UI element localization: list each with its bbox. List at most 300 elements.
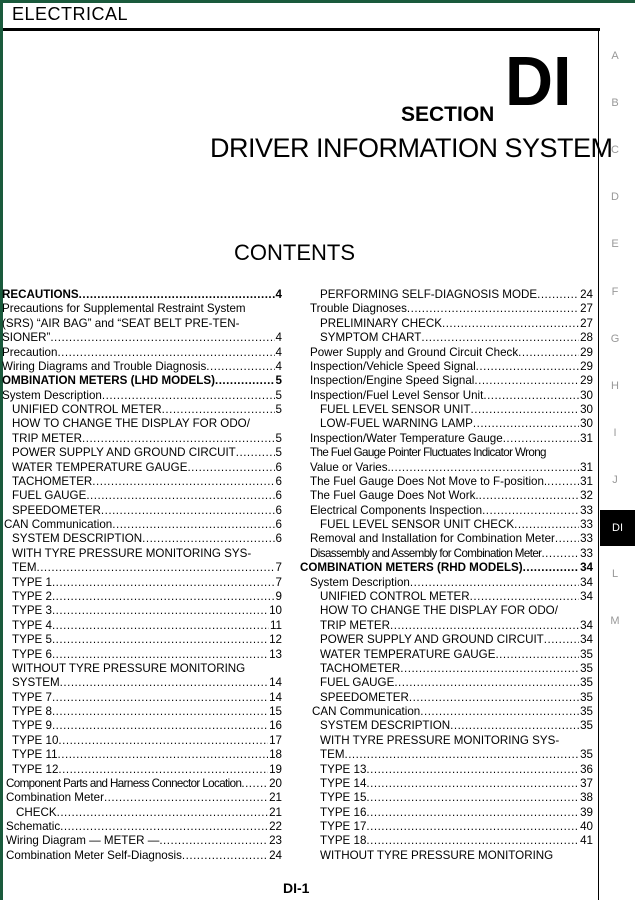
dot-leader bbox=[420, 705, 579, 719]
toc-entry-page: 35 bbox=[580, 676, 593, 690]
toc-entry[interactable] bbox=[320, 317, 593, 331]
dot-leader bbox=[483, 389, 579, 403]
dot-leader bbox=[471, 403, 580, 417]
toc-entry[interactable] bbox=[12, 504, 282, 518]
dot-leader bbox=[474, 374, 579, 388]
toc-entry[interactable] bbox=[310, 446, 593, 460]
toc-entry-title: System Description bbox=[310, 575, 410, 589]
toc-entry-page: 40 bbox=[580, 820, 593, 834]
dot-leader bbox=[470, 590, 579, 604]
left-border bbox=[0, 0, 3, 900]
toc-entry[interactable] bbox=[320, 748, 593, 762]
toc-entry-page: 33 bbox=[580, 518, 593, 532]
toc-entry-page: 24 bbox=[269, 848, 282, 862]
toc-entry[interactable] bbox=[310, 302, 593, 316]
toc-entry-title: Inspection/Vehicle Speed Signal bbox=[310, 359, 476, 373]
toc-entry-page: 29 bbox=[580, 359, 593, 373]
top-border bbox=[0, 0, 635, 3]
toc-entry-title: WITHOUT TYRE PRESSURE MONITORING bbox=[320, 848, 554, 862]
toc-entry-page: 24 bbox=[580, 288, 593, 301]
page-number: DI-1 bbox=[283, 880, 310, 896]
toc-entry-page: 18 bbox=[269, 748, 282, 762]
toc-entry-page: 15 bbox=[269, 705, 282, 719]
toc-entry[interactable] bbox=[12, 489, 282, 503]
toc-entry-title: Combination Meter bbox=[6, 791, 104, 805]
toc-entry[interactable] bbox=[2, 302, 282, 316]
toc-entry-title: Inspection/Engine Speed Signal bbox=[310, 374, 475, 388]
dot-leader bbox=[544, 633, 579, 647]
toc-entry[interactable] bbox=[12, 461, 282, 475]
toc-entry[interactable] bbox=[320, 820, 593, 834]
index-tab-c[interactable]: C bbox=[611, 144, 619, 157]
dot-leader bbox=[52, 576, 275, 590]
toc-entry-title: Component Parts and Harness Connector Location bbox=[6, 776, 242, 790]
dot-leader bbox=[366, 763, 579, 777]
toc-entry-title: Combination Meter Self-Diagnosis bbox=[6, 848, 182, 862]
toc-entry-title: TACHOMETER bbox=[320, 661, 401, 675]
toc-entry-title: SPEEDOMETER bbox=[12, 503, 101, 517]
toc-entry-title: PRELIMINARY CHECK bbox=[320, 316, 442, 330]
toc-entry-page: 6 bbox=[275, 518, 282, 532]
dot-leader bbox=[52, 648, 268, 662]
toc-entry-page: 14 bbox=[269, 676, 282, 690]
toc-entry[interactable] bbox=[2, 389, 282, 403]
toc-entry[interactable] bbox=[12, 403, 282, 417]
toc-entry[interactable] bbox=[320, 763, 593, 777]
toc-entry-title: TYPE 3 bbox=[12, 604, 52, 618]
toc-entry[interactable] bbox=[320, 834, 593, 848]
toc-entry-title: TYPE 13 bbox=[320, 762, 367, 776]
toc-entry-title: TEM bbox=[12, 561, 37, 575]
toc-entry-title: Inspection/Fuel Level Sensor Unit bbox=[310, 388, 484, 402]
dot-leader bbox=[410, 576, 579, 590]
toc-entry-page: 34 bbox=[580, 633, 593, 647]
toc-entry[interactable] bbox=[320, 777, 593, 791]
toc-entry-title: FUEL GAUGE bbox=[12, 489, 87, 503]
toc-entry-page: 30 bbox=[580, 417, 593, 431]
toc-entry[interactable] bbox=[12, 691, 282, 705]
toc-entry-title: Removal and Installation for Combination Meter bbox=[310, 532, 555, 546]
dot-leader bbox=[366, 777, 579, 791]
toc-entry-page: 36 bbox=[580, 762, 593, 776]
dot-leader bbox=[52, 604, 268, 618]
dot-leader bbox=[112, 518, 274, 532]
toc-entry[interactable] bbox=[6, 777, 282, 791]
toc-entry-page: 4 bbox=[275, 331, 282, 345]
toc-entry-page: 30 bbox=[580, 388, 593, 402]
toc-entry-page: 41 bbox=[580, 834, 593, 848]
toc-entry[interactable] bbox=[12, 734, 282, 748]
dot-leader bbox=[473, 417, 579, 431]
dot-leader bbox=[366, 791, 579, 805]
toc-entry[interactable] bbox=[6, 834, 282, 848]
toc-entry[interactable] bbox=[310, 576, 593, 590]
toc-entry[interactable] bbox=[2, 317, 282, 331]
toc-entry[interactable] bbox=[310, 532, 593, 546]
index-tab-j[interactable]: J bbox=[612, 473, 618, 486]
toc-entry-page: 35 bbox=[580, 719, 593, 733]
dot-leader bbox=[495, 648, 579, 662]
toc-entry-title: SPEEDOMETER bbox=[320, 690, 409, 704]
toc-entry-page: 6 bbox=[275, 503, 282, 517]
toc-entry[interactable] bbox=[320, 648, 593, 662]
index-tab-a[interactable]: A bbox=[611, 50, 619, 62]
dot-leader bbox=[182, 849, 268, 863]
toc-entry-page: 30 bbox=[580, 403, 593, 417]
dot-leader bbox=[58, 748, 269, 762]
toc-entry-title: UNIFIED CONTROL METER bbox=[12, 403, 162, 417]
toc-entry-title: TEM bbox=[320, 748, 345, 762]
toc-entry[interactable] bbox=[2, 360, 282, 374]
toc-entry-page: 34 bbox=[580, 618, 593, 632]
toc-entry[interactable] bbox=[312, 705, 593, 719]
toc-entry[interactable] bbox=[320, 849, 593, 863]
dot-leader bbox=[503, 432, 579, 446]
toc-entry-title: TRIP METER bbox=[320, 618, 390, 632]
toc-entry[interactable] bbox=[320, 331, 593, 345]
dot-leader bbox=[52, 633, 268, 647]
toc-entry-title: UNIFIED CONTROL METER bbox=[320, 589, 470, 603]
toc-entry-page: 35 bbox=[580, 705, 593, 719]
toc-entry-title: WATER TEMPERATURE GAUGE bbox=[12, 460, 188, 474]
dot-leader bbox=[101, 504, 275, 518]
dot-leader bbox=[400, 662, 579, 676]
dot-leader bbox=[241, 777, 268, 791]
dot-leader bbox=[52, 590, 275, 604]
toc-entry-title: SYSTEM DESCRIPTION bbox=[12, 532, 143, 546]
index-tab-b[interactable]: B bbox=[611, 97, 619, 110]
toc-entry-title: Precaution bbox=[2, 345, 58, 359]
dot-leader bbox=[159, 834, 268, 848]
toc-entry-title: TYPE 6 bbox=[12, 647, 52, 661]
index-tab-m[interactable]: M bbox=[610, 615, 620, 628]
toc-entry-title: TYPE 15 bbox=[320, 791, 367, 805]
toc-entry-title: TYPE 4 bbox=[12, 618, 52, 632]
toc-entry[interactable] bbox=[2, 331, 282, 345]
toc-entry[interactable] bbox=[12, 604, 282, 618]
toc-entry-page: 13 bbox=[269, 647, 282, 661]
dot-leader bbox=[344, 748, 579, 762]
toc-entry-title: System Description bbox=[2, 388, 102, 402]
index-tab-di[interactable]: DI bbox=[600, 510, 635, 546]
dot-leader bbox=[514, 518, 579, 532]
toc-entry[interactable] bbox=[12, 576, 282, 590]
toc-entry-title: SIONER” bbox=[2, 331, 51, 345]
toc-entry-title: RECAUTIONS bbox=[2, 288, 79, 301]
dot-leader bbox=[537, 288, 579, 302]
toc-entry-title: TYPE 7 bbox=[12, 690, 52, 704]
dot-leader bbox=[366, 806, 579, 820]
toc-entry-page: 27 bbox=[580, 316, 593, 330]
toc-entry[interactable] bbox=[300, 561, 593, 575]
toc-entry-page: 6 bbox=[275, 474, 282, 488]
toc-entry[interactable] bbox=[12, 417, 282, 431]
toc-entry-title: CAN Communication bbox=[4, 518, 113, 532]
toc-entry-page: 5 bbox=[275, 374, 282, 388]
header-title: ELECTRICAL bbox=[12, 4, 129, 24]
dot-leader bbox=[52, 619, 269, 633]
toc-entry[interactable] bbox=[320, 403, 593, 417]
toc-entry-title: TYPE 11 bbox=[12, 748, 58, 762]
toc-entry-page: 7 bbox=[275, 575, 282, 589]
toc-entry[interactable] bbox=[320, 633, 593, 647]
toc-entry[interactable] bbox=[12, 662, 282, 676]
toc-entry[interactable] bbox=[12, 748, 282, 762]
toc-entry-title: TYPE 12 bbox=[12, 762, 59, 776]
dot-leader bbox=[390, 619, 579, 633]
toc-entry[interactable] bbox=[2, 346, 282, 360]
toc-entry-page: 5 bbox=[275, 403, 282, 417]
toc-entry[interactable] bbox=[6, 820, 282, 834]
index-tab-h[interactable]: H bbox=[611, 379, 619, 392]
index-tab-d[interactable]: D bbox=[611, 191, 619, 204]
toc-entry-title: Electrical Components Inspection bbox=[310, 503, 483, 517]
toc-entry-title: TYPE 16 bbox=[320, 805, 367, 819]
toc-entry[interactable] bbox=[310, 389, 593, 403]
toc-entry-page: 38 bbox=[580, 791, 593, 805]
toc-entry[interactable] bbox=[12, 432, 282, 446]
toc-entry-page: 29 bbox=[580, 345, 593, 359]
toc-entry-title: TYPE 18 bbox=[320, 834, 367, 848]
toc-entry-title: Value or Varies. bbox=[310, 460, 391, 474]
toc-entry-title: WITH TYRE PRESSURE MONITORING SYS- bbox=[12, 546, 252, 560]
dot-leader bbox=[142, 532, 274, 546]
section-name: DRIVER INFORMATION SYSTEM bbox=[210, 133, 613, 163]
toc-entry[interactable] bbox=[12, 446, 282, 460]
toc-entry-title: The Fuel Gauge Does Not Move to F-position. bbox=[310, 474, 548, 488]
toc-entry-title: COMBINATION METERS (RHD MODELS) bbox=[300, 561, 523, 575]
dot-leader bbox=[523, 561, 579, 575]
toc-entry-page: 6 bbox=[275, 532, 282, 546]
toc-entry[interactable] bbox=[320, 791, 593, 805]
toc-entry-page: 22 bbox=[269, 820, 282, 834]
section-code: DI bbox=[505, 42, 572, 120]
toc-entry-title: Inspection/Water Temperature Gauge bbox=[310, 431, 503, 445]
dot-leader bbox=[162, 403, 275, 417]
toc-entry[interactable] bbox=[2, 288, 282, 302]
toc-entry-page: 23 bbox=[269, 834, 282, 848]
toc-entry-page: 31 bbox=[580, 460, 593, 474]
toc-entry[interactable] bbox=[320, 417, 593, 431]
toc-entry[interactable] bbox=[320, 676, 593, 690]
toc-entry[interactable] bbox=[12, 763, 282, 777]
toc-entry-title: FUEL LEVEL SENSOR UNIT bbox=[320, 403, 471, 417]
toc-entry[interactable] bbox=[310, 360, 593, 374]
toc-entry[interactable] bbox=[320, 719, 593, 733]
toc-entry-title: POWER SUPPLY AND GROUND CIRCUIT bbox=[12, 446, 236, 460]
dot-leader bbox=[366, 820, 579, 834]
dot-leader bbox=[479, 489, 579, 503]
toc-entry[interactable] bbox=[310, 461, 593, 475]
dot-leader bbox=[409, 691, 579, 705]
index-tab-g[interactable]: G bbox=[610, 332, 620, 345]
toc-entry-title: SYSTEM DESCRIPTION bbox=[320, 719, 451, 733]
toc-entry-title: Schematic bbox=[6, 820, 61, 834]
toc-entry-page: 12 bbox=[269, 633, 282, 647]
toc-entry-page: 29 bbox=[580, 374, 593, 388]
toc-entry[interactable] bbox=[2, 374, 282, 388]
toc-entry-page: 35 bbox=[580, 690, 593, 704]
toc-entry[interactable] bbox=[6, 849, 282, 863]
toc-entry[interactable] bbox=[320, 619, 593, 633]
dot-leader bbox=[450, 719, 579, 733]
dot-leader bbox=[482, 504, 579, 518]
toc-entry-title: Trouble Diagnoses bbox=[310, 302, 407, 316]
toc-entry-title: TYPE 8 bbox=[12, 705, 52, 719]
toc-entry[interactable] bbox=[310, 475, 593, 489]
toc-entry-title: FUEL GAUGE bbox=[320, 676, 395, 690]
dot-leader bbox=[421, 331, 579, 345]
toc-entry-page: 34 bbox=[580, 575, 593, 589]
section-label: SECTION bbox=[401, 103, 495, 126]
toc-entry-title: TYPE 1 bbox=[12, 575, 52, 589]
toc-entry[interactable] bbox=[310, 346, 593, 360]
dot-leader bbox=[206, 360, 274, 374]
toc-entry-page: 21 bbox=[269, 805, 282, 819]
toc-entry-page: 28 bbox=[580, 331, 593, 345]
dot-leader bbox=[52, 691, 268, 705]
dot-leader bbox=[518, 346, 579, 360]
toc-entry-page: 31 bbox=[580, 474, 593, 488]
dot-leader bbox=[555, 532, 579, 546]
toc-entry-page: 34 bbox=[580, 589, 593, 603]
toc-entry[interactable] bbox=[320, 806, 593, 820]
toc-entry-title: The Fuel Gauge Pointer Fluctuates Indicator Wrong bbox=[310, 446, 546, 460]
index-tab-l[interactable]: L bbox=[611, 568, 619, 581]
toc-entry-title: CAN Communication bbox=[312, 705, 421, 719]
toc-entry[interactable] bbox=[16, 806, 282, 820]
toc-entry-title: TYPE 2 bbox=[12, 589, 52, 603]
toc-entry-page: 21 bbox=[269, 791, 282, 805]
toc-entry[interactable] bbox=[310, 374, 593, 388]
toc-entry-page: 10 bbox=[269, 604, 282, 618]
toc-entry-page: 33 bbox=[580, 532, 593, 546]
toc-entry-page: 7 bbox=[275, 561, 282, 575]
dot-leader bbox=[187, 461, 274, 475]
toc-entry-title: TRIP METER bbox=[12, 431, 82, 445]
dot-leader bbox=[86, 489, 274, 503]
dot-leader bbox=[60, 676, 268, 690]
toc-entry-page: 35 bbox=[580, 647, 593, 661]
toc-entry[interactable] bbox=[320, 590, 593, 604]
toc-entry[interactable] bbox=[12, 705, 282, 719]
index-tab-f[interactable]: F bbox=[611, 285, 619, 298]
header-rule bbox=[3, 28, 600, 31]
toc-entry-page: 31 bbox=[580, 431, 593, 445]
dot-leader bbox=[36, 561, 274, 575]
toc-entry[interactable] bbox=[12, 719, 282, 733]
toc-entry-page: 39 bbox=[580, 805, 593, 819]
toc-entry[interactable] bbox=[12, 619, 282, 633]
toc-entry-title: TYPE 14 bbox=[320, 776, 367, 790]
dot-leader bbox=[82, 432, 275, 446]
dot-leader bbox=[102, 389, 275, 403]
toc-entry[interactable] bbox=[320, 734, 593, 748]
toc-entry-title: WITHOUT TYRE PRESSURE MONITORING bbox=[12, 661, 246, 675]
toc-entry-page: 34 bbox=[580, 561, 593, 575]
toc-entry[interactable] bbox=[12, 633, 282, 647]
toc-entry-page: 17 bbox=[269, 733, 282, 747]
toc-entry[interactable] bbox=[12, 532, 282, 546]
toc-entry-page: 9 bbox=[275, 589, 282, 603]
toc-entry[interactable] bbox=[12, 648, 282, 662]
toc-entry-page: 11 bbox=[269, 618, 282, 632]
toc-entry[interactable] bbox=[320, 662, 593, 676]
toc-entry[interactable] bbox=[12, 561, 282, 575]
dot-leader bbox=[394, 676, 579, 690]
toc-entry[interactable] bbox=[320, 518, 593, 532]
toc-entry-page: 27 bbox=[580, 302, 593, 316]
toc-entry[interactable] bbox=[320, 604, 593, 618]
toc-entry-title: Power Supply and Ground Circuit Check bbox=[310, 345, 519, 359]
toc-entry-page: 20 bbox=[269, 776, 282, 790]
toc-entry-title: TACHOMETER bbox=[12, 474, 93, 488]
toc-entry-title: TYPE 10 bbox=[12, 733, 59, 747]
toc-entry-title: OMBINATION METERS (LHD MODELS) bbox=[2, 374, 215, 388]
dot-leader bbox=[391, 461, 579, 475]
toc-entry-page: 32 bbox=[580, 489, 593, 503]
index-tab-e[interactable]: E bbox=[611, 238, 619, 251]
toc-entry-page: 6 bbox=[275, 460, 282, 474]
dot-leader bbox=[104, 791, 268, 805]
toc-entry[interactable] bbox=[310, 547, 593, 561]
toc-entry[interactable] bbox=[4, 518, 282, 532]
toc-entry[interactable] bbox=[12, 547, 282, 561]
toc-entry[interactable] bbox=[320, 691, 593, 705]
toc-entry-page: 16 bbox=[269, 719, 282, 733]
toc-entry-page: 5 bbox=[275, 388, 282, 402]
toc-entry[interactable] bbox=[12, 475, 282, 489]
toc-entry[interactable] bbox=[6, 791, 282, 805]
toc-entry-title: LOW-FUEL WARNING LAMP bbox=[320, 417, 473, 431]
dot-leader bbox=[442, 317, 579, 331]
toc-entry-title: WITH TYRE PRESSURE MONITORING SYS- bbox=[320, 733, 560, 747]
toc-entry[interactable] bbox=[310, 432, 593, 446]
dot-leader bbox=[57, 346, 274, 360]
dot-leader bbox=[58, 763, 268, 777]
toc-entry-page: 33 bbox=[580, 503, 593, 517]
toc-entry-title: SYMPTOM CHART bbox=[320, 331, 422, 345]
toc-entry-title: HOW TO CHANGE THE DISPLAY FOR ODO/ bbox=[320, 604, 558, 618]
toc-entry-title: (SRS) “AIR BAG” and “SEAT BELT PRE-TEN- bbox=[2, 316, 240, 330]
toc-entry-title: TYPE 5 bbox=[12, 633, 52, 647]
toc-entry-page: 4 bbox=[275, 288, 282, 301]
toc-entry-page: 4 bbox=[275, 359, 282, 373]
toc-entry-title: Precautions for Supplemental Restraint System bbox=[2, 302, 246, 316]
toc-entry-title: PERFORMING SELF-DIAGNOSIS MODE bbox=[320, 288, 538, 301]
index-tab-i[interactable]: I bbox=[613, 426, 617, 439]
toc-entry-title: Disassembly and Assembly for Combination Meter bbox=[310, 546, 542, 560]
toc-entry-page: 14 bbox=[269, 690, 282, 704]
dot-leader bbox=[52, 719, 268, 733]
toc-entry-title: HOW TO CHANGE THE DISPLAY FOR ODO/ bbox=[12, 417, 250, 431]
dot-leader bbox=[366, 834, 579, 848]
toc-entry-title: CHECK bbox=[16, 805, 57, 819]
toc-entry-title: The Fuel Gauge Does Not Work. bbox=[310, 489, 479, 503]
toc-entry[interactable] bbox=[320, 288, 593, 302]
dot-leader bbox=[50, 331, 274, 345]
toc-entry[interactable] bbox=[12, 676, 282, 690]
toc-entry-title: SYSTEM bbox=[12, 676, 60, 690]
toc-entry-title: TYPE 17 bbox=[320, 820, 367, 834]
toc-entry[interactable] bbox=[310, 504, 593, 518]
toc-entry-title: FUEL LEVEL SENSOR UNIT CHECK bbox=[320, 518, 515, 532]
toc-entry[interactable] bbox=[12, 590, 282, 604]
toc-entry[interactable] bbox=[310, 489, 593, 503]
toc-entry-title: TYPE 9 bbox=[12, 719, 52, 733]
dot-leader bbox=[79, 288, 275, 302]
dot-leader bbox=[92, 475, 274, 489]
